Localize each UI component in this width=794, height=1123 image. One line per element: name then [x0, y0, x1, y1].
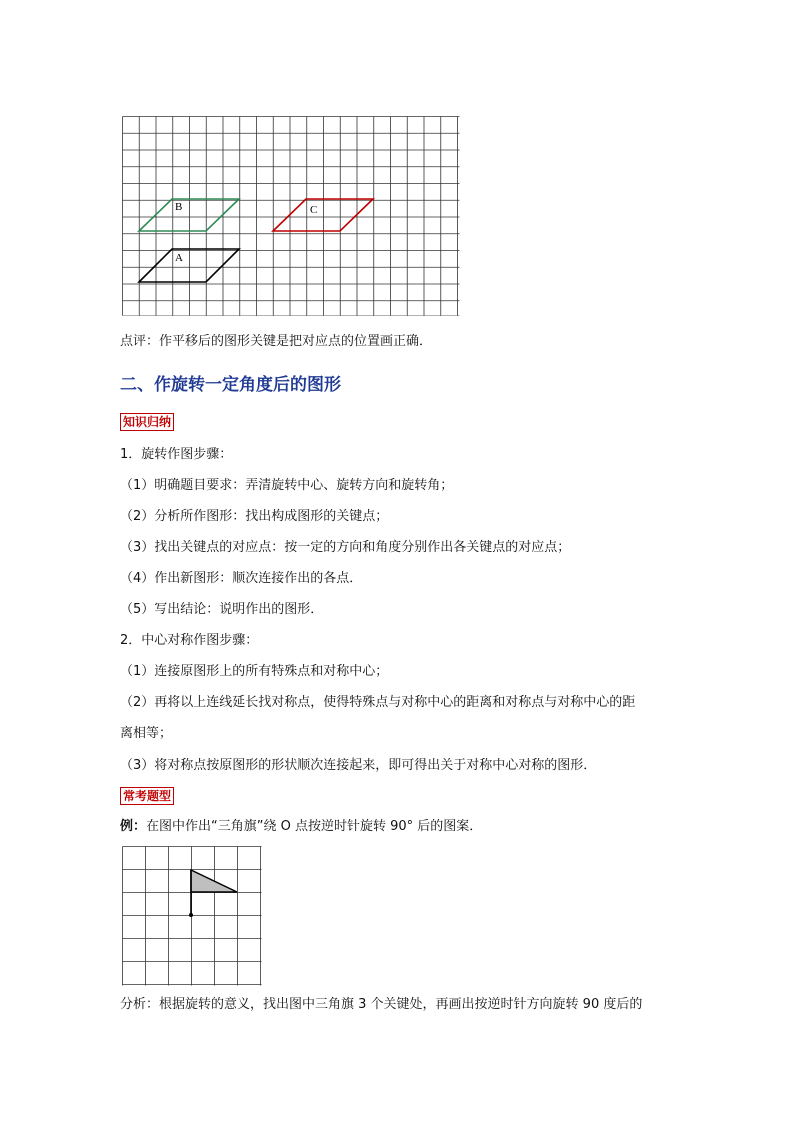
example-text: [120, 818, 482, 836]
section-title: 二、作旋转一定角度后的图形: [120, 375, 341, 395]
analysis-text: 分析：根据旋转的意义，找出图中三角旗 3 个关键处，再画出按逆时针方向旋转 90 度后的: [120, 997, 643, 1012]
knowledge-line: 2．中心对称作图步骤：: [120, 633, 259, 648]
flag-triangle: [191, 870, 237, 892]
point-o: [189, 913, 193, 917]
flag-grid-figure: [122, 846, 262, 986]
knowledge-line: （5）写出结论：说明作出的图形．: [120, 602, 324, 617]
knowledge-line: （3）找出关键点的对应点：按一定的方向和角度分别作出各关键点的对应点；: [120, 540, 571, 555]
translation-grid-figure: [122, 116, 460, 316]
parallelogram-c: [273, 199, 373, 231]
parallelogram-a: [139, 249, 239, 282]
knowledge-line: （3）将对称点按原图形的形状顺次连接起来，即可得出关于对称中心对称的图形．: [120, 758, 597, 773]
parallelogram-b: [139, 199, 239, 231]
knowledge-line: （2）分析所作图形：找出构成图形的关键点；: [120, 509, 389, 524]
example-prefix: 例：: [120, 819, 147, 834]
knowledge-line: （1）明确题目要求：弄清旋转中心、旋转方向和旋转角；: [120, 478, 454, 493]
label-c: C: [310, 204, 318, 216]
tag-common-questions: 常考题型: [120, 787, 174, 805]
tag-knowledge: 知识归纳: [120, 413, 174, 431]
comment-text: 点评：作平移后的图形关键是把对应点的位置画正确．: [120, 334, 433, 349]
knowledge-line: 离相等；: [120, 726, 173, 741]
label-a: A: [175, 252, 183, 264]
knowledge-line: （4）作出新图形：顺次连接作出的各点．: [120, 571, 363, 586]
knowledge-line: （2）再将以上连线延长找对称点，使得特殊点与对称中心的距离和对称点与对称中心的距: [120, 695, 636, 710]
example-body: 在图中作出“三角旗”绕 O 点按逆时针旋转 90° 后的图案．: [146, 819, 483, 834]
knowledge-line: （1）连接原图形上的所有特殊点和对称中心；: [120, 664, 389, 679]
knowledge-line: 1．旋转作图步骤：: [120, 447, 233, 462]
label-b: B: [175, 201, 183, 213]
